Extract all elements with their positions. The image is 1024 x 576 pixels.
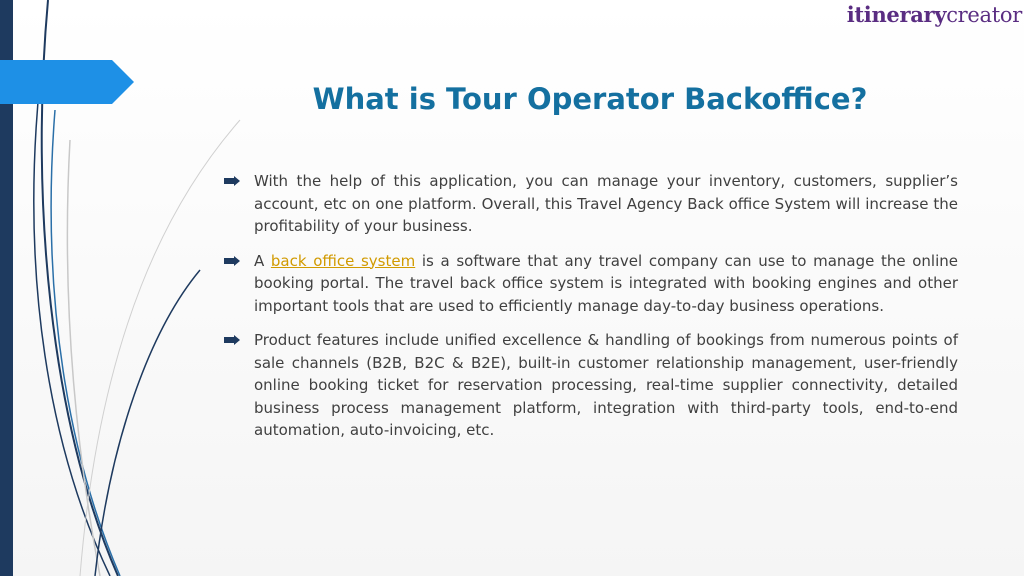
bullet-prefix: A (254, 251, 271, 270)
bullet-suffix: is a software that any travel company can use to manage the online booking portal. The travel back office system is integrated with booking engines and other important tools that are used to efficiently manage day-to-day business operations. (254, 251, 958, 315)
brand-logo (847, 2, 1022, 27)
bullet-item (222, 329, 958, 442)
back-office-system-link[interactable]: back office system (270, 251, 416, 270)
arrow-bullet-icon (224, 256, 240, 266)
bullet-text: With the help of this application, you can manage your inventory, customers, supplier’s account, etc on one platform. Overall, this Travel Agency Back office System will increase the profitability of your business. (254, 172, 958, 235)
arrow-bullet-icon (224, 335, 240, 345)
bullet-item (222, 170, 958, 238)
logo-secondary: creator (946, 3, 1022, 27)
bullet-text: Product features include unified excellence & handling of bookings from numerous points of sale channels (B2B, B2C & B2E), built-in customer relationship management, user-friendly online booking ticket for reservation processing, real-time supplier connectivity, detailed business process management platform, integration with third-party tools, end-to-end automation, auto-invoicing, etc. (254, 331, 958, 439)
slide-title: What is Tour Operator Backoffice? (312, 82, 868, 116)
bullet-list (222, 170, 958, 454)
bullet-item (222, 250, 958, 318)
arrow-bullet-icon (224, 176, 240, 186)
logo-primary: itinerary (846, 2, 947, 27)
